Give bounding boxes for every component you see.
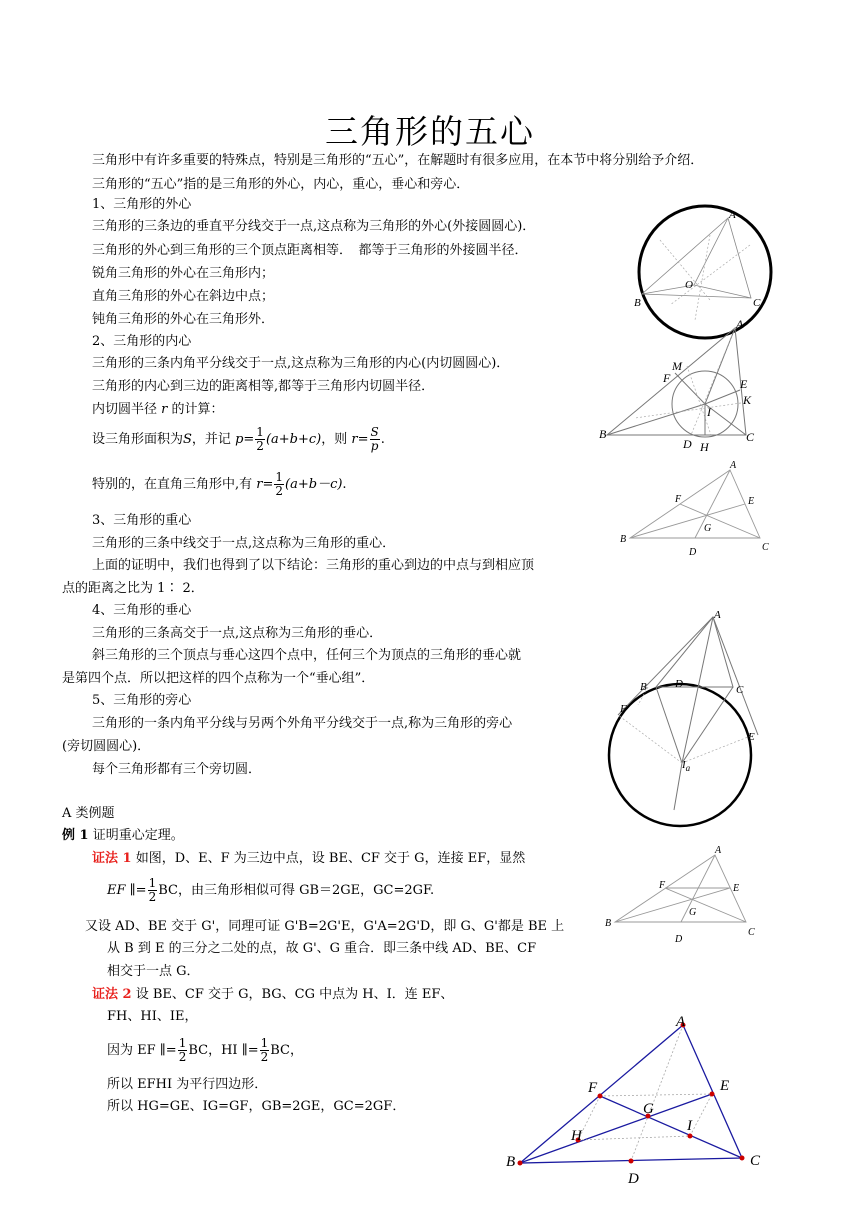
label-k: K bbox=[743, 393, 752, 407]
label-d: D bbox=[675, 934, 683, 945]
incenter-figure bbox=[595, 318, 795, 458]
label-h: H bbox=[700, 440, 709, 454]
text-line: 三角形的外心到三角形的三个顶点距离相等． 都等于三角形的外接圆半径． bbox=[92, 243, 528, 258]
label-a: A bbox=[736, 317, 744, 331]
intro-line: 三角形的“五心”指的是三角形的外心，内心，重心，垂心和旁心． bbox=[92, 177, 470, 192]
label-i: I bbox=[687, 1118, 692, 1134]
label-f: F bbox=[588, 1080, 598, 1096]
proof2-line: 所以 EFHI 为平行四边形． bbox=[107, 1077, 268, 1092]
label-g: G bbox=[704, 523, 712, 534]
label-f: F bbox=[663, 371, 671, 385]
label-b: B bbox=[634, 297, 641, 309]
label-e: E bbox=[733, 883, 740, 894]
label-a: A bbox=[714, 609, 721, 621]
label-d: D bbox=[675, 678, 683, 690]
label-b: B bbox=[605, 918, 612, 929]
section-heading: 3、三角形的重心 bbox=[92, 513, 192, 528]
text-line: 三角形的三条高交于一点,这点称为三角形的垂心． bbox=[92, 626, 383, 641]
label-e: E bbox=[748, 731, 755, 743]
label-e: E bbox=[748, 496, 755, 507]
section-heading: 5、三角形的旁心 bbox=[92, 693, 192, 708]
text-line: (旁切圆圆心)． bbox=[62, 739, 151, 754]
proof2-line: FH、HI、IE， bbox=[107, 1009, 198, 1024]
label-e: E bbox=[740, 377, 748, 391]
label-f: F bbox=[659, 880, 666, 891]
text-line: 三角形的一条内角平分线与另两个外角平分线交于一点,称为三角形的旁心 bbox=[92, 716, 513, 731]
label-a: A bbox=[730, 460, 737, 471]
label-a: A bbox=[715, 845, 722, 856]
label-b: B bbox=[506, 1154, 516, 1170]
label-f: F bbox=[620, 703, 627, 715]
label-c: C bbox=[748, 927, 755, 938]
proof1-line: EF ∥= $\frac{1}{2}$ BC，由三角形相似可得 GB＝2GE，GC=2GF. bbox=[107, 876, 435, 904]
text-line: 三角形的内心到三边的距离相等,都等于三角形内切圆半径． bbox=[92, 379, 435, 394]
label-g: G bbox=[689, 907, 697, 918]
label-i: I bbox=[707, 405, 711, 419]
section-heading: 1、三角形的外心 bbox=[92, 197, 192, 212]
label-b: B bbox=[599, 427, 607, 441]
label-c: C bbox=[746, 430, 755, 444]
example-heading: A 类例题 bbox=[62, 806, 115, 821]
label-c: C bbox=[750, 1153, 761, 1169]
text-line: 每个三角形都有三个旁切圆． bbox=[92, 762, 262, 777]
text-line: 三角形的三条边的垂直平分线交于一点,这点称为三角形的外心(外接圆圆心)． bbox=[92, 219, 536, 234]
text-line: 钝角三角形的外心在三角形外． bbox=[92, 312, 275, 327]
label-b: B bbox=[640, 681, 647, 693]
page-title: 三角形的五心 bbox=[325, 112, 535, 151]
intro-line: 三角形中有许多重要的特殊点，特别是三角形的“五心”，在解题时有很多应用，在本节中将分别给予介绍． bbox=[92, 153, 704, 168]
label-d: D bbox=[628, 1171, 639, 1187]
proof2-line: 因为 EF ∥= $\frac{1}{2}$ BC，HI ∥= $\frac{1}{2}$ BC， bbox=[107, 1036, 303, 1064]
label-ia: $I_a$ bbox=[682, 759, 691, 773]
label-c: C bbox=[753, 297, 761, 309]
label-a: A bbox=[729, 209, 736, 221]
label-g: G bbox=[643, 1101, 654, 1117]
section-heading: 2、三角形的内心 bbox=[92, 334, 192, 349]
label-e: E bbox=[720, 1078, 730, 1094]
proof2-line: 所以 HG=GE、IG=GF，GB=2GE，GC=2GF． bbox=[107, 1099, 406, 1114]
label-c: C bbox=[762, 542, 769, 553]
proof2-line: 证法 2 设 BE、CF 交于 G，BG、CG 中点为 H、I．连 EF、 bbox=[92, 987, 454, 1002]
label-f: F bbox=[675, 494, 682, 505]
proof1-line: 相交于一点 G． bbox=[107, 964, 200, 979]
text-line: 点的距离之比为 1∶ 2． bbox=[62, 581, 204, 596]
text-line: 斜三角形的三个顶点与垂心这四个点中，任何三个为顶点的三角形的垂心就 bbox=[92, 648, 522, 663]
label-o: O bbox=[685, 279, 693, 291]
label-c: C bbox=[736, 684, 744, 696]
proof1-line: 从 B 到 E 的三分之二处的点，故 G'、G 重合．即三条中线 AD、BE、CF bbox=[107, 941, 537, 956]
label-b: B bbox=[620, 534, 627, 545]
formula-incircle: 设三角形面积为S，并记 p= $\frac{1}{2}$ (a+b+c)，则 r= $\frac{S}{p}$ . bbox=[92, 425, 385, 453]
centroid-example-figure bbox=[603, 845, 773, 945]
text-line: 三角形的三条内角平分线交于一点,这点称为三角形的内心(内切圆圆心)． bbox=[92, 356, 510, 371]
label-m: M bbox=[672, 359, 682, 373]
text-line: 三角形的三条中线交于一点,这点称为三角形的重心． bbox=[92, 536, 396, 551]
excenter-figure bbox=[598, 605, 773, 820]
formula-right-triangle: 特别的，在直角三角形中,有 r= $\frac{1}{2}$ (a+b－c). bbox=[92, 470, 347, 498]
text-line: 上面的证明中，我们也得到了以下结论：三角形的重心到边的中点与到相应顶 bbox=[92, 558, 535, 573]
label-d: D bbox=[689, 547, 697, 558]
proof1-line: 又设 AD、BE 交于 G'，同理可证 G'B=2G'E，G'A=2G'D，即 G、G'都是 BE 上 bbox=[85, 919, 565, 934]
section-heading: 4、三角形的垂心 bbox=[92, 603, 192, 618]
text-line: 直角三角形的外心在斜边中点； bbox=[92, 289, 275, 304]
proof1-line: 证法 1 如图，D、E、F 为三边中点，设 BE、CF 交于 G，连接 EF，显然 bbox=[92, 851, 526, 866]
text-line: 内切圆半径 r 的计算： bbox=[92, 402, 224, 417]
example-1: 例 1 证明重心定理。 bbox=[62, 828, 184, 843]
centroid-figure bbox=[615, 460, 785, 560]
label-h: H bbox=[571, 1128, 582, 1144]
label-d: D bbox=[683, 437, 692, 451]
proof2-figure bbox=[500, 1010, 780, 1190]
label-a: A bbox=[676, 1014, 686, 1030]
text-line: 是第四个点．所以把这样的四个点称为一个“垂心组”． bbox=[62, 671, 375, 686]
text-line: 锐角三角形的外心在三角形内； bbox=[92, 266, 275, 281]
